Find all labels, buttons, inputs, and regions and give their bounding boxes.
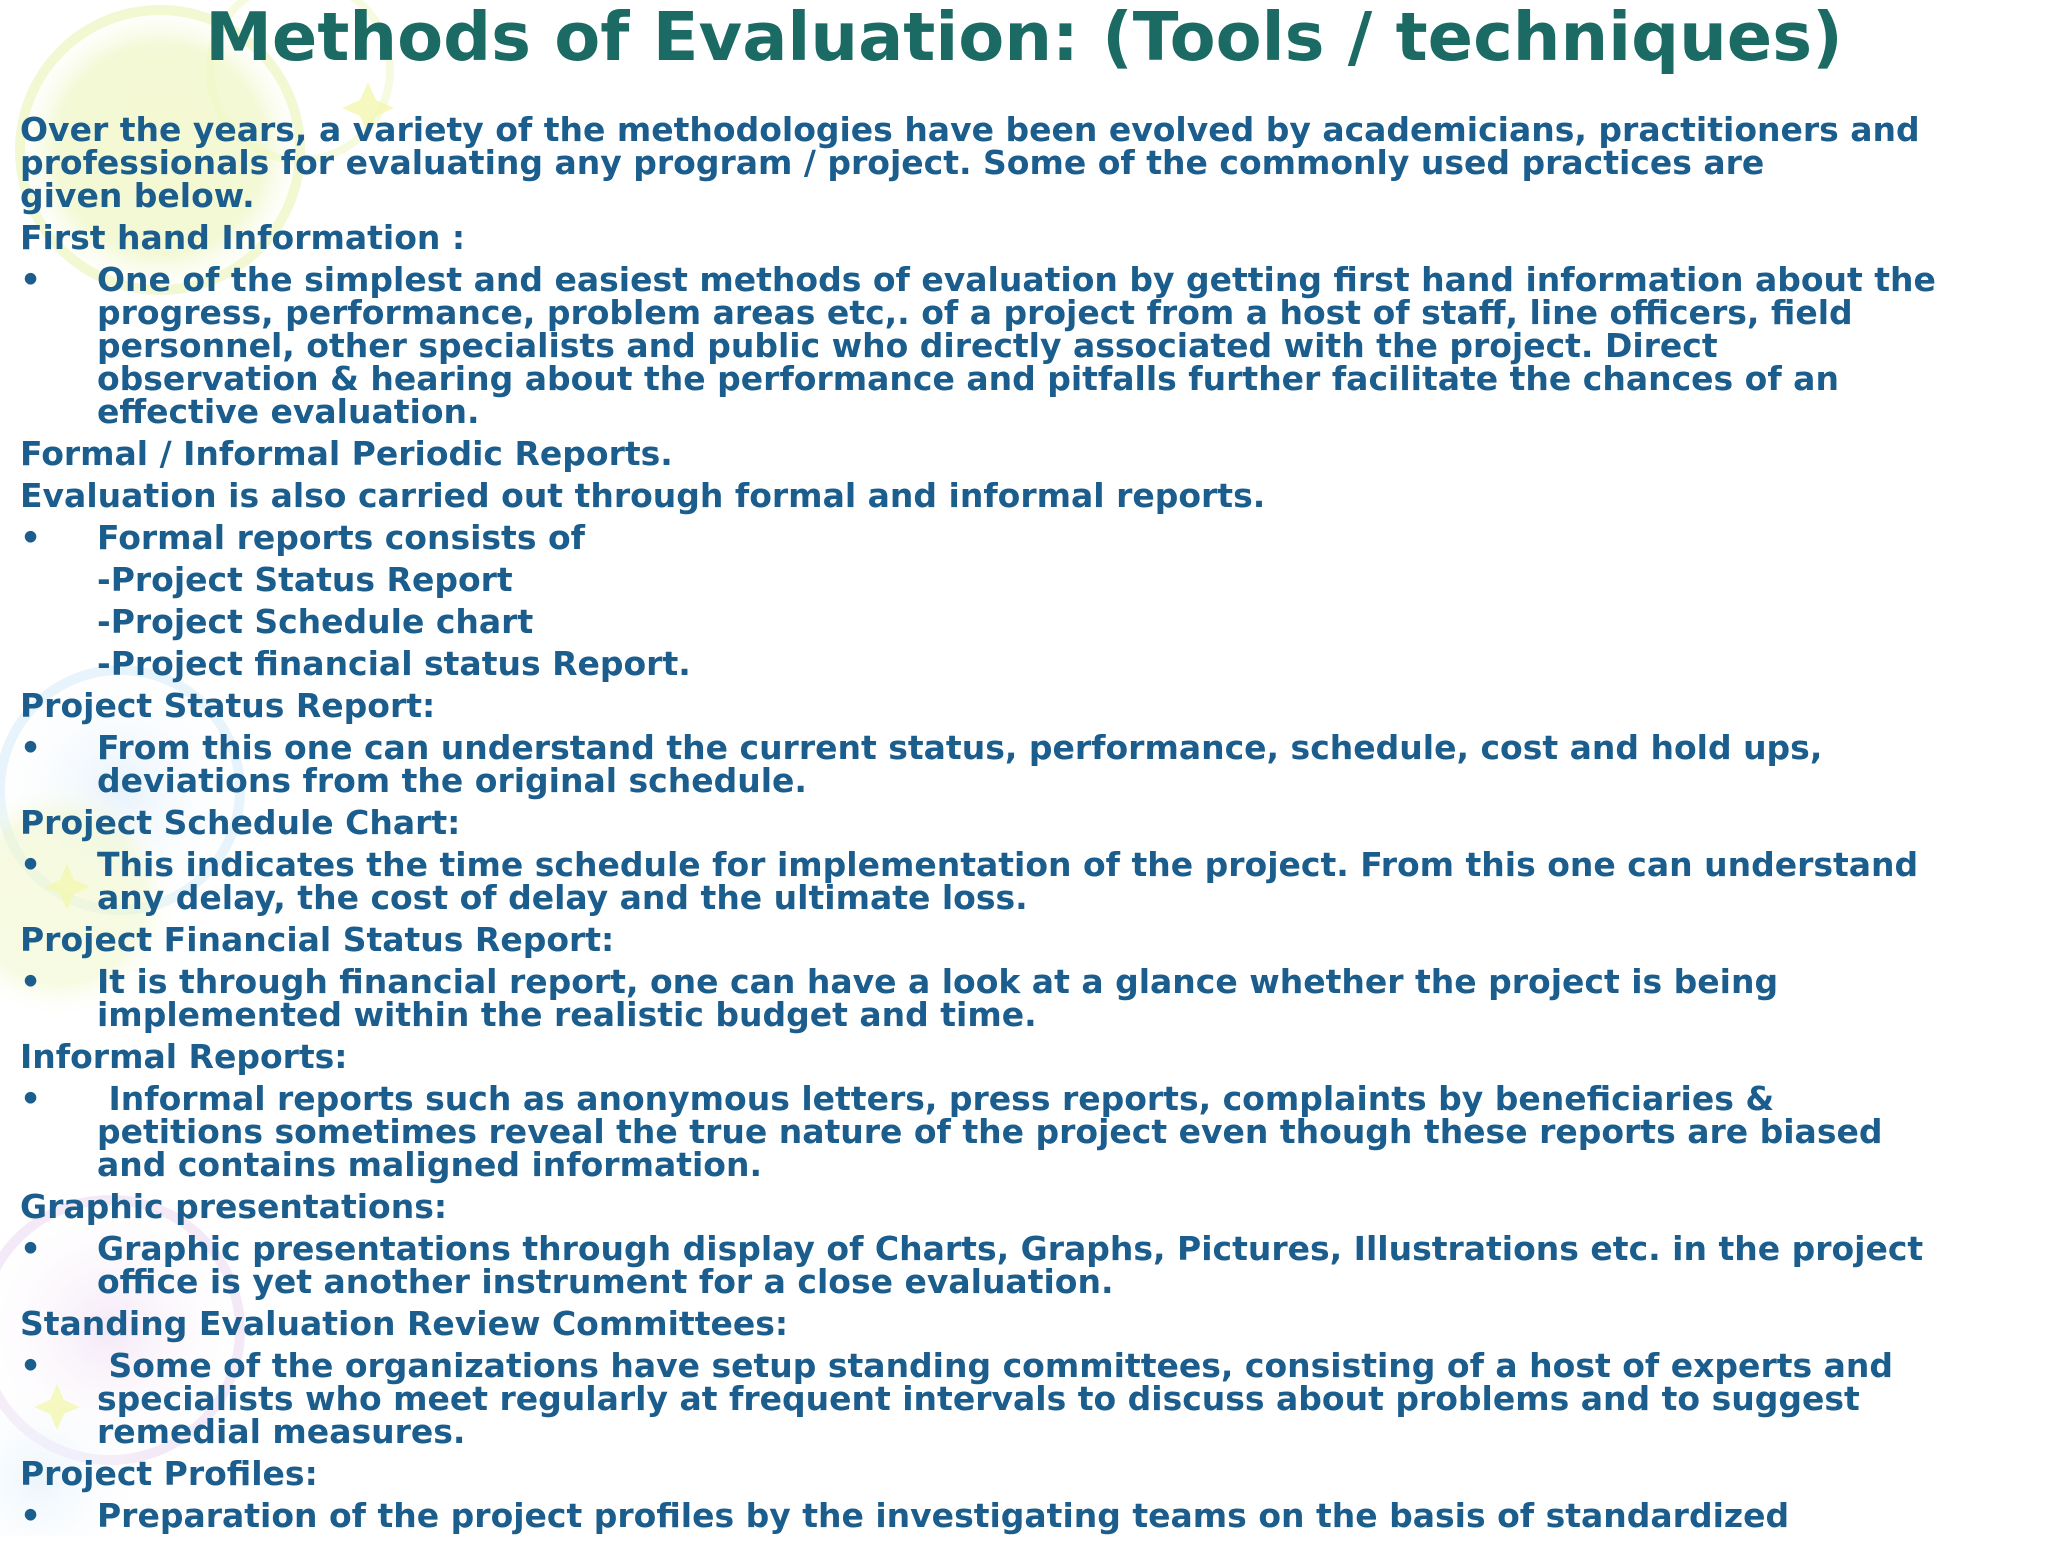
bullet-line: office is yet another instrument for a close evaluation. xyxy=(97,1262,1114,1301)
intro-paragraph xyxy=(20,110,2020,215)
bullet-icon: • xyxy=(20,1229,42,1268)
bullet-line: This indicates the time schedule for implementation of the project. From this one can understand xyxy=(97,845,1919,884)
bullet-item-schedule-chart xyxy=(20,845,2020,917)
bullet-line: effective evaluation. xyxy=(97,392,480,431)
sub-item-schedule-chart: -Project Schedule chart xyxy=(97,602,534,641)
bullet-line: From this one can understand the current status, performance, schedule, cost and hold ups, xyxy=(97,728,1823,767)
bullet-icon: • xyxy=(20,1079,42,1118)
bullet-line: deviations from the original schedule. xyxy=(97,761,807,800)
bullet-line: implemented within the realistic budget and time. xyxy=(97,995,1037,1034)
intro-line: Over the years, a variety of the methodologies have been evolved by academicians, practitioners and xyxy=(20,110,1920,149)
bullet-icon: • xyxy=(20,260,42,299)
intro-line: given below. xyxy=(20,176,255,215)
bullet-line: personnel, other specialists and public who directly associated with the project. Direct xyxy=(97,326,1718,365)
periodic-reports-statement: Evaluation is also carried out through formal and informal reports. xyxy=(20,476,1266,515)
bullet-line: petitions sometimes reveal the true nature of the project even though these reports are biased xyxy=(97,1112,1883,1151)
section-heading-graphic: Graphic presentations: xyxy=(20,1187,448,1226)
bullet-item-formal-reports xyxy=(20,518,2020,557)
slide-body xyxy=(20,110,2020,1541)
slide-title: Methods of Evaluation: (Tools / techniques) xyxy=(205,0,1843,76)
section-heading-committees: Standing Evaluation Review Committees: xyxy=(20,1304,789,1343)
bullet-icon: • xyxy=(20,728,42,767)
bullet-icon: • xyxy=(20,1496,42,1535)
section-heading-first-hand: First hand Information : xyxy=(20,218,466,257)
bullet-line: Preparation of the project profiles by the investigating teams on the basis of standardized xyxy=(97,1496,1790,1535)
bullet-line: One of the simplest and easiest methods of evaluation by getting first hand information about the xyxy=(97,260,1936,299)
bullet-line: It is through financial report, one can have a look at a glance whether the project is being xyxy=(97,962,1779,1001)
bullet-item-informal-reports xyxy=(20,1079,2020,1184)
bullet-icon: • xyxy=(20,1346,42,1385)
bullet-line: Graphic presentations through display of Charts, Graphs, Pictures, Illustrations etc. in the project xyxy=(97,1229,1924,1268)
bullet-line: Informal reports such as anonymous letters, press reports, complaints by beneficiaries & xyxy=(97,1079,1775,1118)
bullet-line: observation & hearing about the performance and pitfalls further facilitate the chances of an xyxy=(97,359,1839,398)
bullet-icon: • xyxy=(20,518,42,557)
bullet-item-profiles xyxy=(20,1496,2020,1535)
bullet-line: Formal reports consists of xyxy=(97,518,585,557)
bullet-item-first-hand xyxy=(20,260,2020,431)
bullet-line: specialists who meet regularly at frequent intervals to discuss about problems and to suggest xyxy=(97,1379,1860,1418)
bullet-line: and contains maligned information. xyxy=(97,1145,763,1184)
section-heading-status-report: Project Status Report: xyxy=(20,686,436,725)
section-heading-schedule-chart: Project Schedule Chart: xyxy=(20,803,461,842)
bullet-line: remedial measures. xyxy=(97,1412,466,1451)
bullet-icon: • xyxy=(20,845,42,884)
section-heading-financial-report: Project Financial Status Report: xyxy=(20,920,615,959)
bullet-item-committees xyxy=(20,1346,2020,1451)
section-heading-periodic-reports: Formal / Informal Periodic Reports. xyxy=(20,434,673,473)
sub-item-financial-report: -Project financial status Report. xyxy=(97,644,691,683)
bullet-line: progress, performance, problem areas etc,. of a project from a host of staff, line officers, field xyxy=(97,293,1853,332)
bullet-icon: • xyxy=(20,962,42,1001)
bullet-item-status-report xyxy=(20,728,2020,800)
intro-line: professionals for evaluating any program / project. Some of the commonly used practices are xyxy=(20,143,1765,182)
bullet-item-graphic xyxy=(20,1229,2020,1301)
bullet-item-financial-report xyxy=(20,962,2020,1034)
bullet-line: Some of the organizations have setup standing committees, consisting of a host of experts and xyxy=(97,1346,1894,1385)
section-heading-profiles: Project Profiles: xyxy=(20,1454,318,1493)
section-heading-informal-reports: Informal Reports: xyxy=(20,1037,348,1076)
bullet-line: any delay, the cost of delay and the ultimate loss. xyxy=(97,878,1028,917)
sub-item-status-report: -Project Status Report xyxy=(97,560,513,599)
